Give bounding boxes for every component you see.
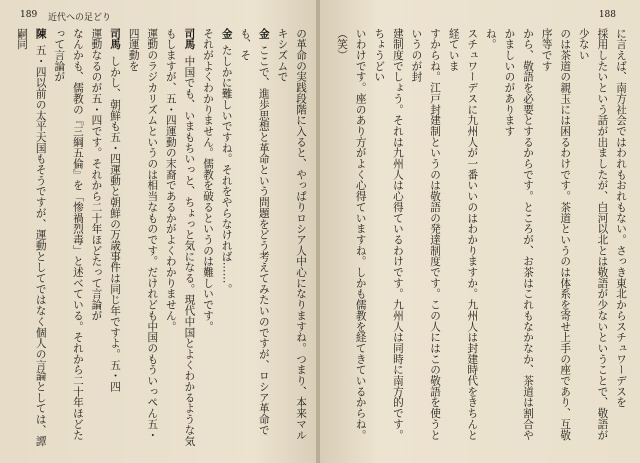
right-page (320, 0, 640, 463)
paragraph-text: のは茶道の親玉には困るわけです。茶道というのは体系を寄せ上手の座であり、互敬序等です (540, 28, 572, 441)
paragraph-text: スチュワーデスに九州人が一番いいのはわかりますか。九州人は封建時代をきちんと経ていま (447, 28, 479, 441)
paragraph-text: 五・四以前の太平天国もそうですが、運動としてではなく個人の言論としては、譚嗣同 (16, 28, 47, 447)
paragraph (13, 28, 50, 448)
page-number: 189 (20, 10, 38, 20)
speaker-label: 陳 (34, 28, 47, 39)
paragraph-text: いわけです。座のあり方がよく心得ていますね。しかも儒教を経てきているからね。（笑） (336, 28, 367, 441)
paragraph-text: ここで、進歩思想と革命という問題をどう考えてみたいのですが、ロシア革命でも、そ (239, 28, 270, 436)
paragraph (198, 28, 217, 448)
paragraph (87, 28, 106, 448)
paragraph (537, 28, 574, 448)
paragraph (444, 28, 481, 448)
speaker-label: 金 (257, 28, 270, 39)
paragraph-text: 運動のラジカリズムというのは相当なものです。だけれども中国のもういっぺん五・四運動を (127, 28, 159, 441)
paragraph-text: ね。 (484, 28, 497, 50)
paragraph-text: 建制度でしょう。それは九州人は心得ているわけです。九州人は同時に南方的です。ちょうどい (373, 28, 404, 441)
paragraph (330, 28, 333, 448)
right-text-column (330, 28, 630, 448)
speaker-label: 金 (220, 28, 233, 39)
paragraph (481, 28, 500, 448)
paragraph (236, 28, 273, 448)
paragraph-text: 中国でも、いまもちいっと、ちょっと気になる。現代中国とよくわかるような気もしますが、五・四運動の末裔であるかがよくわかりません。 (164, 28, 196, 447)
paragraph-text: に言えば、南方社会ではわれもおれもない。さっき東北からスチュワーデスを (615, 28, 627, 408)
paragraph (500, 28, 537, 448)
paragraph (407, 28, 444, 448)
paragraph-text: それがよくわかりません。儒教を破るというのは難しいです。 (202, 28, 215, 332)
running-head: 近代への足どり (48, 13, 112, 23)
paragraph (333, 28, 370, 448)
paragraph (161, 28, 198, 448)
paragraph (10, 28, 13, 448)
paragraph-text: の革命の実践段階に入ると、やっぱりロシア人中心になりますね。つまり、本来マルキシズムで (276, 28, 307, 441)
left-text-column (10, 28, 310, 448)
paragraph (370, 28, 407, 448)
paragraph-text: なんかも、儒教の『三綱五倫』を「惨禍烈毒」と述べている。それから二十年ほどたって言論が (53, 28, 84, 441)
paragraph (124, 28, 161, 448)
paragraph (105, 28, 124, 448)
left-page (0, 0, 318, 463)
paragraph-text: たしかに難しいですね。それをやらなければ……。 (220, 44, 233, 295)
paragraph-text: すからね。江戸封建制というのは敬語の発達制度です。この人にはこの敬語を使うというのが封 (410, 28, 442, 441)
page-number: 188 (598, 10, 616, 20)
speaker-label: 司馬 (183, 28, 196, 50)
paragraph-text: 採用したいという話が出ましたが、白河以北とは敬語が少ないということで、敬語が少ない (577, 28, 609, 441)
paragraph (273, 28, 310, 448)
speaker-label: 司馬 (109, 28, 122, 50)
paragraph (611, 28, 630, 448)
paragraph-text: から、敬語を必要とするからです。ところが、お茶はこれもなかなか、茶道は割合やかましいのがあります (503, 28, 535, 441)
paragraph (574, 28, 611, 448)
paragraph (50, 28, 87, 448)
paragraph-text: 運動なるのが五・四です。それから二十年ほどたって言論が (90, 28, 103, 321)
paragraph (217, 28, 236, 448)
paragraph-text: しかし、朝鮮も五・四運動と朝鮮の万歳事件は同じ年ですよ。五・四 (109, 55, 122, 393)
